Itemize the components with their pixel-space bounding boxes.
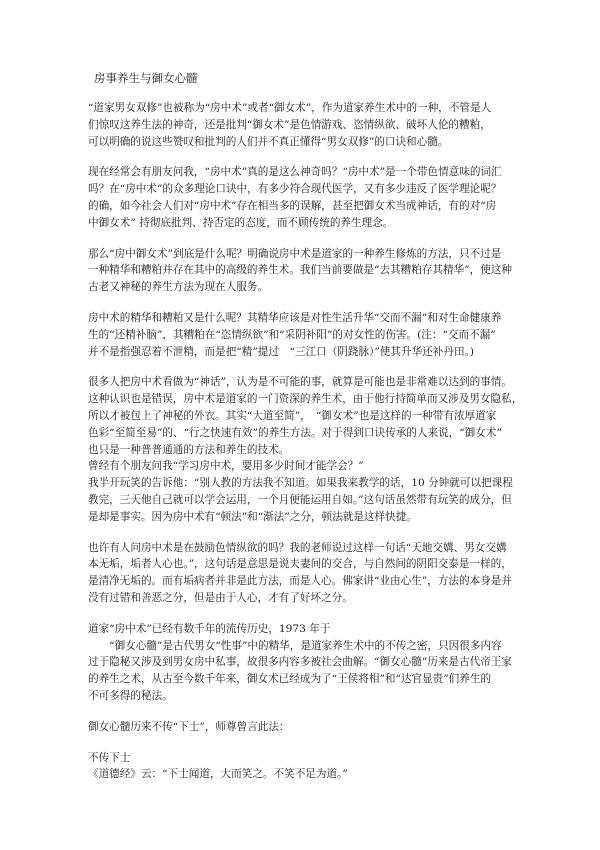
paragraph [88,100,522,150]
text-line: 的养生之术，从古至今数千年来，御女术已经成为了“王侯将相”和“达官显贵”们养生的 [88,673,492,686]
text-line: 们惊叹这养生法的神奇，还是批判“御女术”是色情游戏、恣情纵欲、破坏人伦的糟粕， [88,118,491,131]
text-line: 本无垢，垢者人心也。”，这句话是意思是说夫妻间的交合，与自然间的阴阳交泰是一样的， [88,558,512,571]
text-line: 的确，如今社会人们对“房中术”存在相当多的误解，甚至把御女术当成神话，有的对“房 [88,199,497,212]
document-title: 房事养生与御女心髓 [94,71,198,85]
paragraph [88,621,522,705]
text-line: 那么“房中御女术”到底是什么呢？明确说房中术是道家的一种养生修炼的方法，只不过是 [88,247,502,260]
paragraph [88,750,522,784]
text-line: 曾经有个朋友问我“学习房中术，要用多少时间才能学会？” [88,460,364,473]
paragraph [88,164,522,231]
document-page [88,70,522,783]
text-line: 现在经常会有朋友问我，“房中术”真的是这么神奇吗？“房中术”是一个带色情意味的词汇 [88,166,502,179]
document-body [88,100,522,783]
text-line: “御女心髓”是古代男女“性事”中的精华，是道家养生术中的不传之密，只因很多内容 [88,639,502,652]
text-line: “道家男女双修”也被称为“房中术”或者“御女术”，作为道家养生术中的一种，不管是人 [88,102,492,114]
text-line: 并不是指强忍着不泄精，而是把“精”提过 “三江口（阴跷脉）”使其升华还补丹田。) [88,345,474,358]
text-line: 生的“还精补脑”，其糟粕在“恣情纵欲”和“采阴补阳”的对女性的伤害。(注：“交而不漏” [88,328,496,341]
text-line: 过于隐秘又涉及到男女房中私事，故很多内容多被社会曲解。“御女心髓”历来是古代帝王家 [88,656,512,669]
text-line: 吗？在“房中术”的众多理论口诀中，有多少符合现代医学，又有多少违反了医学理论呢？ [88,183,502,196]
text-line: 御女心髓历来不传“下士”，师尊曾言此法： [88,720,290,733]
text-line: 是却是事实。因为房中术有“顿法”和“渐法”之分，顿法就是这样快捷。 [88,510,417,523]
text-line: 可以明确的说这些赞叹和批判的人们并不真正懂得“男女双修”的口诀和心髓。 [88,135,449,148]
text-line: 这种认识也是错误，房中术是道家的一门资深的养生术，由于他行持简单而又涉及男女隐私， [88,393,522,406]
paragraph [88,374,522,525]
text-line: 很多人把房中术看做为“神话”，认为是不可能的事，就算是可能也是非常难以达到的事情。 [88,376,512,389]
paragraph [88,246,522,296]
text-line: 是清净无垢的。而有垢病者并非是此方法，而是人心。佛家讲“业由心生”，方法的本身是并 [88,575,512,588]
paragraph [88,540,522,607]
text-line: 我半开玩笑的告诉他：“别人教的方法我不知道。如果我来教学的话，10 分钟就可以把课程 [88,477,513,490]
paragraph [88,719,522,736]
text-line: 也只是一种普普通通的方法和养生的技术。 [88,443,290,456]
text-line: 不可多得的秘法。 [88,689,173,702]
text-line: 也许有人问房中术是在鼓励色情纵欲的吗？我的老师说过这样一句话“天地交媾、男女交媾 [88,541,507,554]
text-line: 教完，三天他自己就可以学会运用，一个月便能运用自如。”这句话虽然带有玩笑的成分，但 [88,493,512,506]
text-line: 一种精华和糟粕并存在其中的高级的养生术。我们当前要做是“去其糟粕存其精华”，使这种 [88,264,512,277]
text-line: 道家“房中术”已经有数千年的流传历史，1973 年于 [88,622,331,635]
text-line: 色彩“至简至易”的、“行之快速有效”的养生方法。对于得到口诀传承的人来说，“御女术” [88,426,502,439]
text-line: 《道德经》云：“下士闻道，大而笑之。不笑不足为道。” [88,768,348,781]
text-line: 所以才被包上了神秘的外衣。其实“大道至简”， “御女术”也是这样的一种带有浓厚道家 [88,409,497,422]
text-line: 没有过错和善恶之分，但是由于人心，才有了好坏之分。 [88,591,353,604]
text-line: 不传下士 [88,751,131,764]
text-line: 古老又神秘的养生方法为现在人服务。 [88,281,269,294]
paragraph [88,310,522,360]
text-line: 房中术的精华和糟粕又是什么呢？其精华应该是对性生活升华“交而不漏”和对生命健康养 [88,311,502,324]
text-line: 中御女术” 持彻底批判、持否定的态度，而不顾传统的养生理念。 [88,216,394,229]
